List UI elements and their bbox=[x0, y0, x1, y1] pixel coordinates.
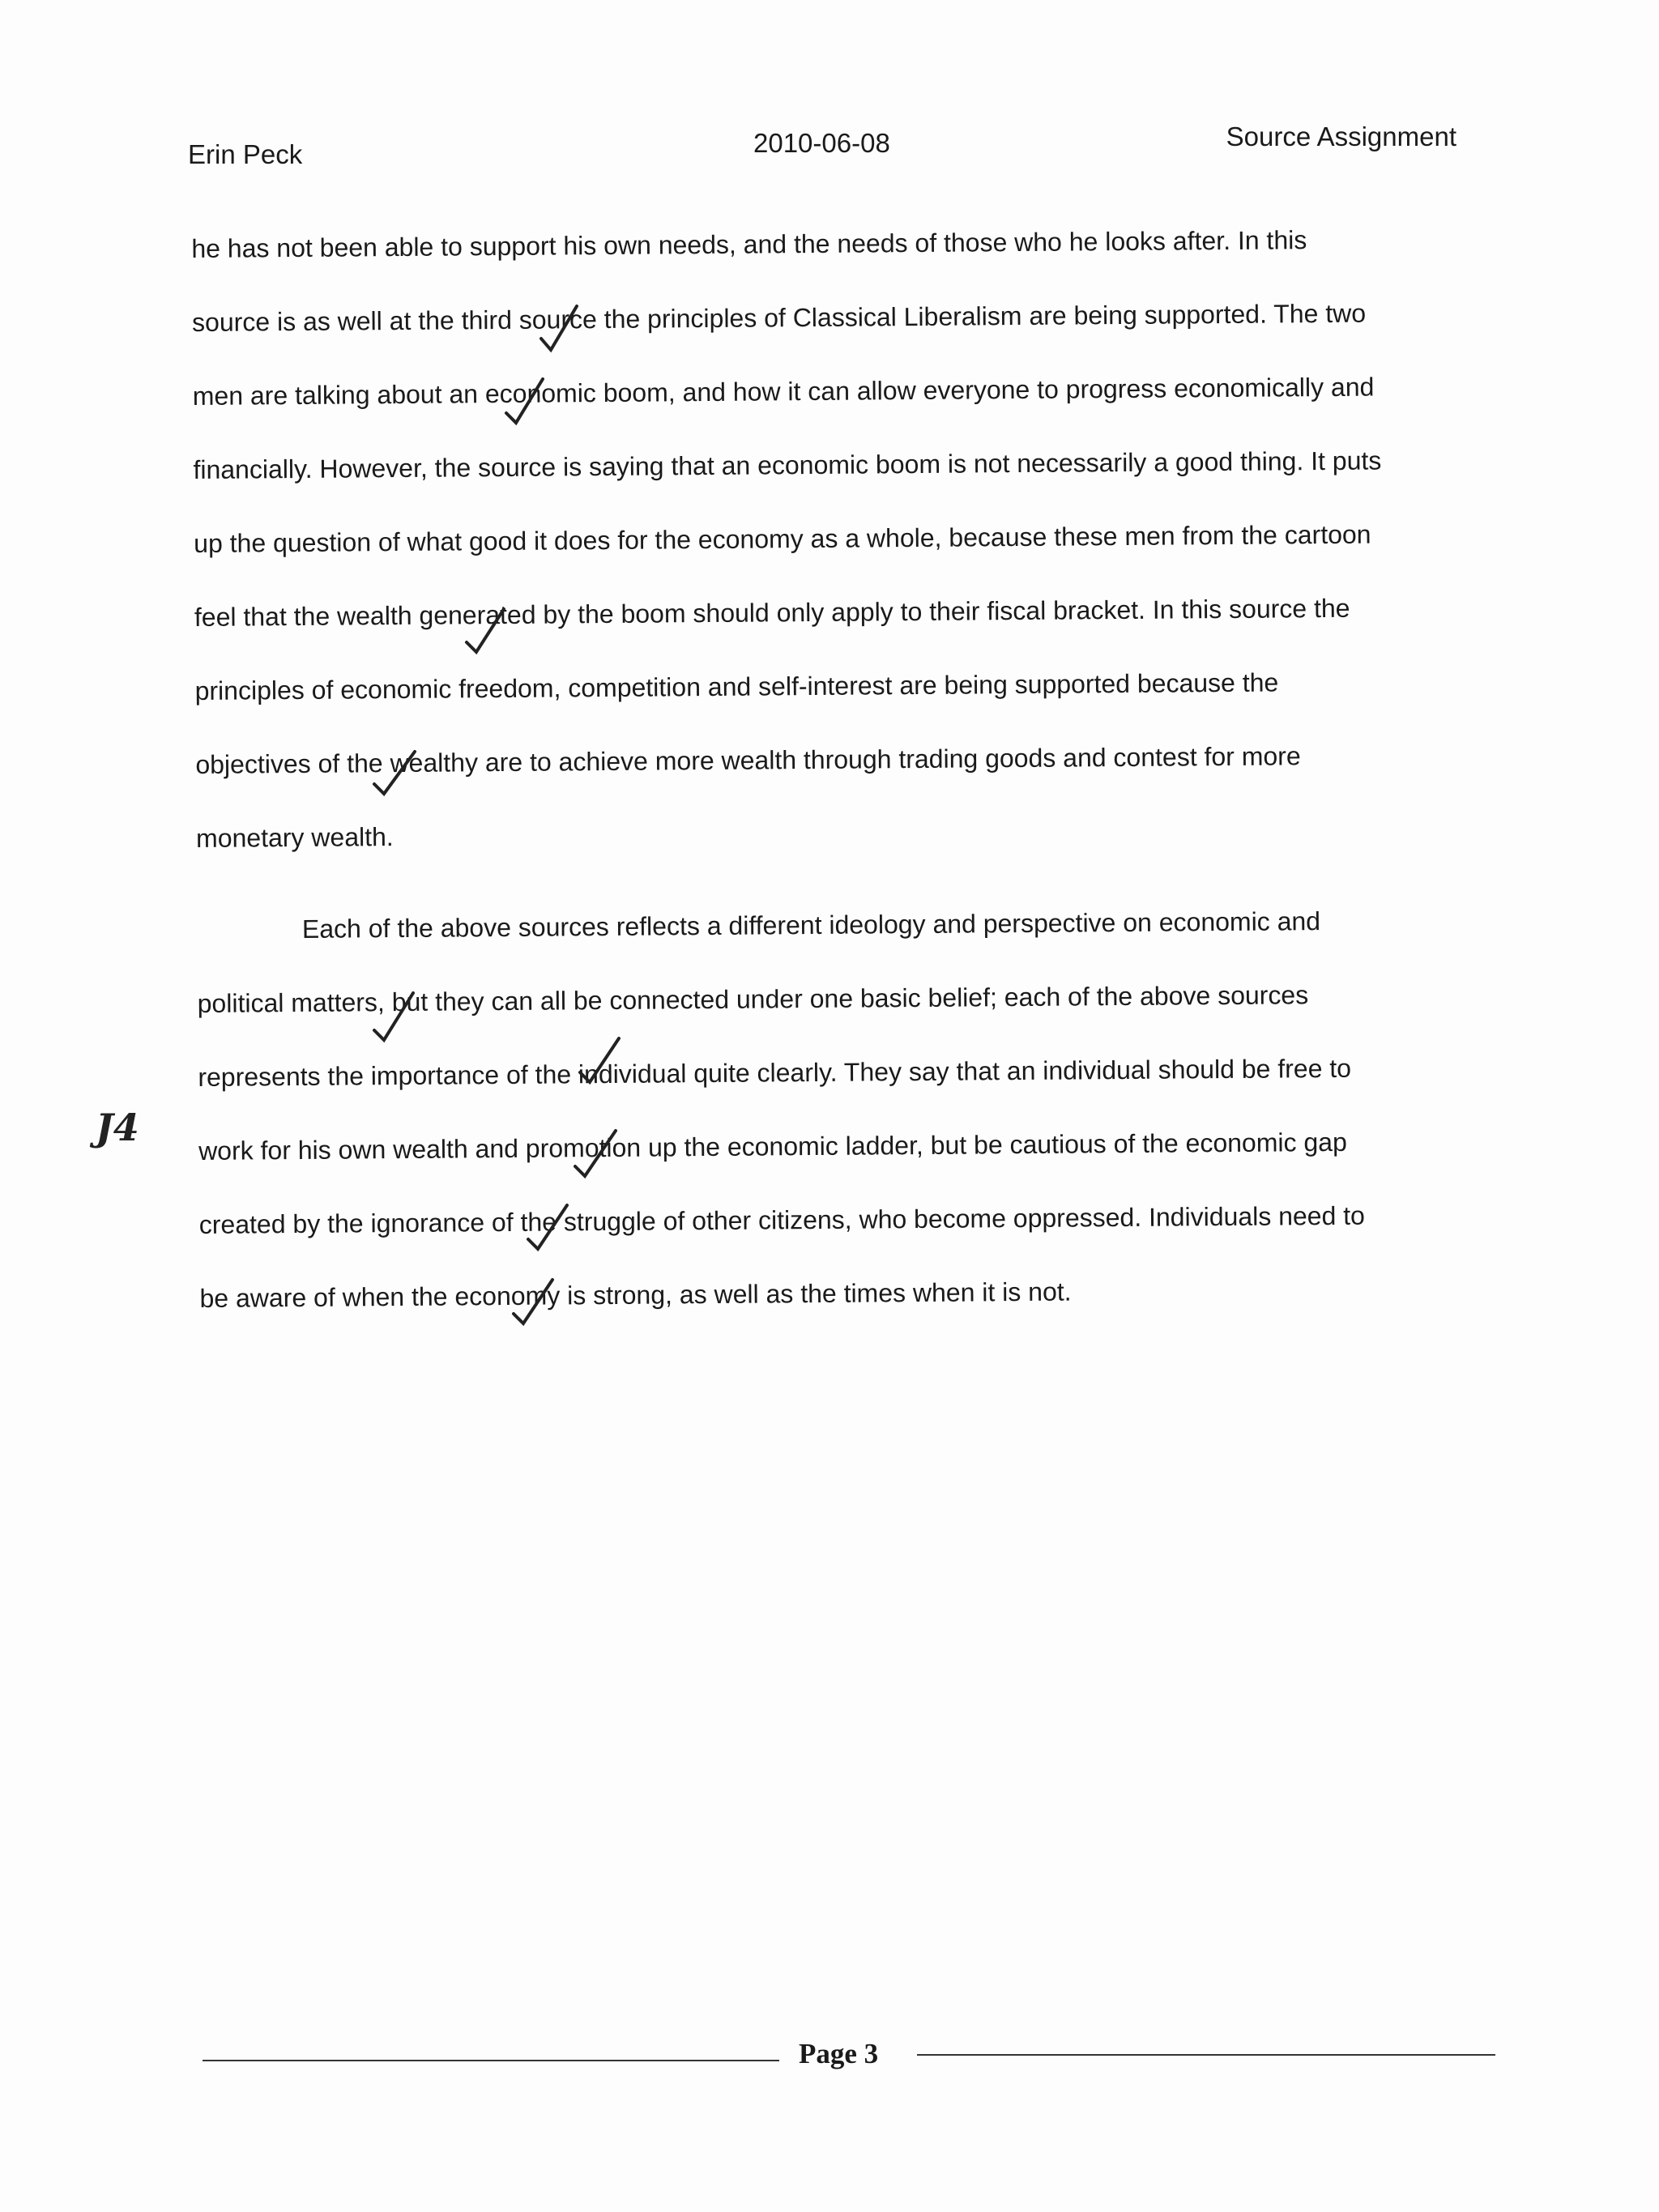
text-line: men are talking about an economic boom, and how it can allow everyone to progress economically and bbox=[192, 372, 1375, 411]
text-line: source is as well at the third source the principles of Classical Liberalism are being supported. The two bbox=[191, 298, 1367, 337]
essay-body bbox=[191, 202, 1464, 1336]
page-header bbox=[188, 121, 1456, 169]
text-line: work for his own wealth and promotion up the economic ladder, but be cautious of the economic gap bbox=[198, 1127, 1347, 1166]
text-line: represents the importance of the individual quite clearly. They say that an individual should be free to bbox=[198, 1053, 1352, 1092]
text-line: he has not been able to support his own needs, and the needs of those who he looks after. In this bbox=[191, 225, 1307, 263]
author-name: Erin Peck bbox=[188, 139, 303, 169]
header-date: 2010-06-08 bbox=[753, 128, 890, 158]
footer-rule-right bbox=[917, 2054, 1495, 2056]
text-line: up the question of what good it does for the economy as a whole, because these men from the cartoon bbox=[194, 519, 1371, 558]
text-line: Each of the above sources reflects a different ideology and perspective on economic and bbox=[301, 906, 1321, 944]
text-line: financially. However, the source is saying that an economic boom is not necessarily a good thing. It puts bbox=[193, 445, 1382, 484]
text-line: objectives of the wealthy are to achieve more wealth through trading goods and contest for more bbox=[195, 741, 1301, 779]
page-footer bbox=[203, 2033, 1495, 2082]
text-line: be aware of when the economy is strong, as well as the times when it is not. bbox=[199, 1276, 1072, 1313]
text-line: principles of economic freedom, competition and self-interest are being supported because the bbox=[194, 667, 1279, 705]
footer-rule-left bbox=[203, 2060, 779, 2061]
page-number: Page 3 bbox=[799, 2038, 879, 2069]
paragraph-1 bbox=[191, 202, 1460, 876]
text-line: political matters, but they can all be connected under one basic belief; each of the above sources bbox=[197, 980, 1309, 1018]
text-line: created by the ignorance of the struggle of other citizens, who become oppressed. Individuals need to bbox=[198, 1200, 1366, 1239]
text-line: feel that the wealth generated by the boom should only apply to their fiscal bracket. In this source the bbox=[194, 593, 1350, 632]
text-line: monetary wealth. bbox=[195, 822, 394, 853]
margin-grade-note: J4 bbox=[96, 1106, 139, 1149]
paragraph-2 bbox=[197, 884, 1464, 1336]
assignment-title: Source Assignment bbox=[1226, 121, 1456, 151]
